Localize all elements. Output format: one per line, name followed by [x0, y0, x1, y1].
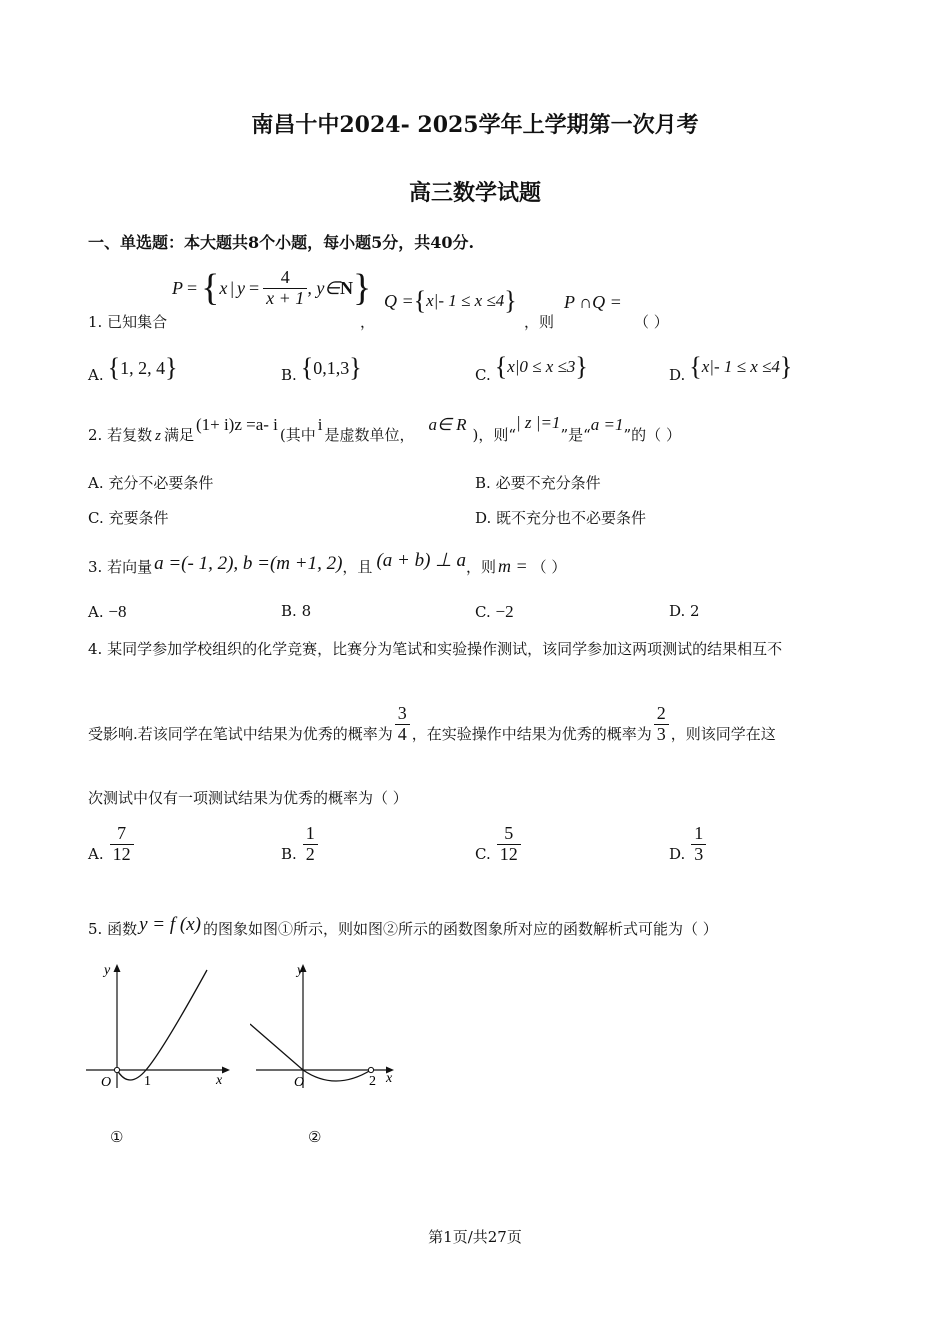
q1-option-b[interactable]: B. { 0,1,3 }: [281, 353, 362, 384]
q1-set-p: P = { x | y = $\frac{4}{x + 1}$ , y∈ N }: [172, 266, 372, 309]
q4-option-d[interactable]: D. $\frac{1}{3}$: [669, 818, 706, 870]
exam-title: 南昌十中2024- 2025学年上学期第一次月考: [251, 112, 699, 138]
q4-line3: 次测试中仅有一项测试结果为优秀的概率为（ ）: [88, 789, 408, 807]
q2-option-c[interactable]: C. 充要条件: [88, 509, 169, 527]
q1-prefix: 1. 已知集合: [88, 313, 168, 331]
q1-option-c[interactable]: C. { x|0 ≤ x ≤3 }: [475, 352, 588, 384]
q2-stem: 2. 若复数 z 满足 (1+ i)z =a- i (其中 i 是虚数单位， a∈ R )，则“ | z |=1 ”是“ a =1 ”的（ ）: [88, 413, 681, 444]
exam-subtitle: 高三数学试题: [408, 180, 541, 206]
q1-set-q: Q = { x|- 1 ≤ x ≤4 }: [384, 286, 517, 315]
q3-option-b[interactable]: B. 8: [281, 602, 312, 620]
q2-equation: (1+ i)z =a- i: [195, 415, 278, 434]
q5-figure-1-caption: ①: [110, 1128, 124, 1146]
q5-figure-1: [84, 958, 234, 1093]
q5-stem: 5. 函数 y = f (x) 的图象如图①所示，则如图②所示的函数图象所对应的函数解析式可能为（ ）: [88, 914, 718, 938]
q5-figure-2: [250, 958, 400, 1093]
fig2-y-label: y: [297, 963, 304, 978]
fig1-y-label: y: [104, 963, 111, 978]
q3-perp: (a + b) ⊥ a: [376, 550, 466, 571]
q1-set-p-y: y: [237, 277, 246, 298]
q1-set-p-name: P: [172, 277, 183, 298]
q1-set-p-frac: $\frac{4}{x + 1}$: [263, 268, 307, 309]
q4-option-b[interactable]: B. $\frac{1}{2}$: [281, 818, 318, 870]
q2-option-a[interactable]: A. 充分不必要条件: [88, 474, 214, 492]
fig1-tick: 1: [144, 1074, 151, 1089]
fig1-x-label: x: [216, 1073, 223, 1088]
section-heading: 一、单选题：本大题共8个小题，每小题5分，共40分.: [88, 233, 475, 252]
q1-intersection: P ∩Q =: [564, 292, 622, 312]
fig1-origin: O: [101, 1075, 112, 1090]
q1-set-p-x: x: [219, 277, 228, 298]
q5-function: y = f (x): [139, 914, 201, 935]
q3-stem: 3. 若向量 a =(- 1, 2), b =(m +1, 2) ，且 (a + b) ⊥ a ，则 m = （ ）: [88, 550, 567, 576]
fig2-x-label: x: [386, 1071, 393, 1086]
q3-option-a[interactable]: A. −8: [88, 602, 127, 621]
q4-frac-written: $\frac{3}{4}$: [395, 704, 410, 745]
q4-line1: 4. 某同学参加学校组织的化学竞赛，比赛分为笔试和实验操作测试，该同学参加这两项测试的结果相互不: [88, 640, 783, 658]
page-number: 第1页/共27页: [428, 1228, 522, 1246]
q2-option-d[interactable]: D. 既不充分也不必要条件: [475, 509, 647, 527]
q4-option-a[interactable]: A. $\frac{7}{12}$: [88, 818, 134, 870]
fig2-origin: O: [294, 1075, 305, 1090]
q4-option-c[interactable]: C. $\frac{5}{12}$: [475, 818, 521, 870]
q1-option-d[interactable]: D. { x|- 1 ≤ x ≤4 }: [669, 352, 793, 384]
q3-vectors: a =(- 1, 2), b =(m +1, 2): [154, 553, 343, 574]
q4-line2: 受影响.若该同学在笔试中结果为优秀的概率为 $\frac{3}{4}$ ，在实验操作中结果为优秀的概率为 $\frac{2}{3}$ ，则该同学在这: [88, 702, 776, 744]
q3-option-d[interactable]: D. 2: [669, 602, 700, 620]
q1-option-a[interactable]: A. { 1, 2, 4 }: [88, 353, 178, 384]
q3-option-c[interactable]: C. −2: [475, 602, 514, 621]
q2-option-b[interactable]: B. 必要不充分条件: [475, 474, 601, 492]
q4-frac-lab: $\frac{2}{3}$: [654, 704, 669, 745]
q5-figure-2-caption: ②: [308, 1128, 322, 1146]
fig2-tick: 2: [369, 1074, 376, 1089]
